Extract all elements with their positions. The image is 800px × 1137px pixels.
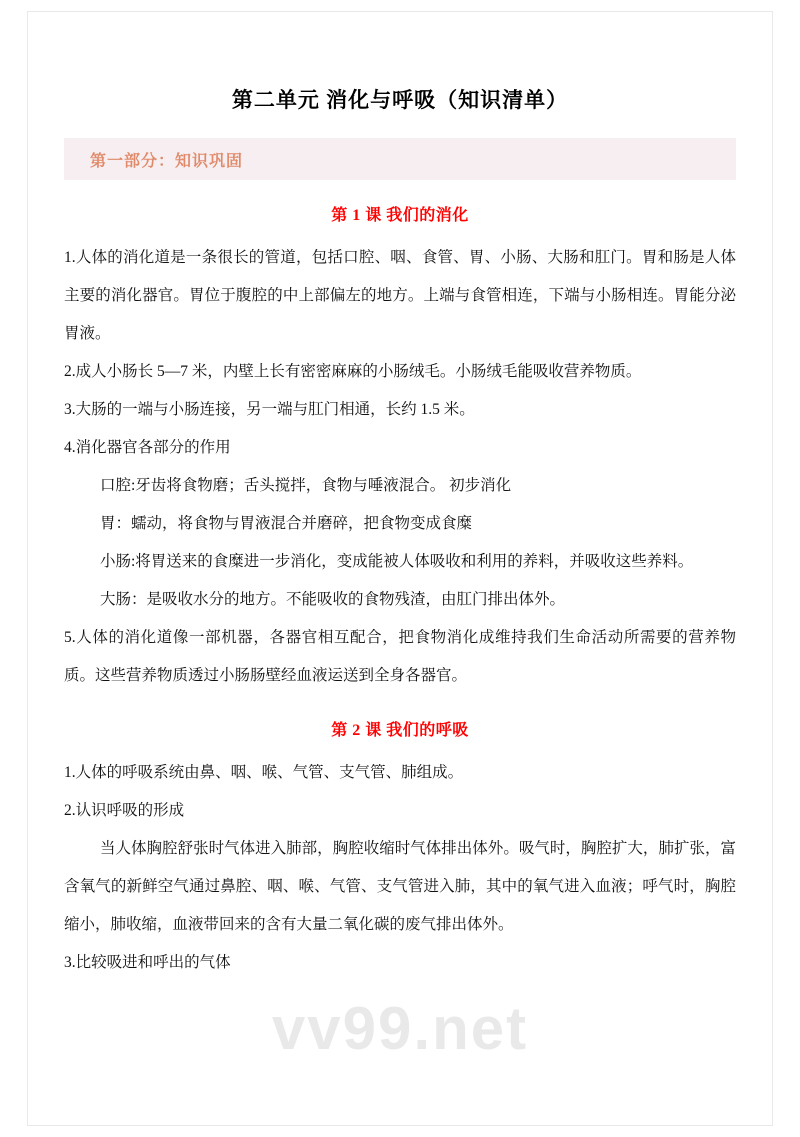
organ-item: 口腔:牙齿将食物磨；舌头搅拌，食物与唾液混合。 初步消化 bbox=[100, 477, 512, 494]
paragraph: 当人体胸腔舒张时气体进入肺部，胸腔收缩时气体排出体外。吸气时，胸腔扩大，肺扩张，富含氧气的新鲜空气通过鼻腔、咽、喉、气管、支气管进入肺，其中的氧气进入血液；呼气时，胸腔缩小，肺收缩，血液带回来的含有大量二氧化碳的废气排出体外。 bbox=[64, 840, 736, 933]
paragraph: 3.比较吸进和呼出的气体 bbox=[64, 954, 231, 971]
organ-item: 胃：蠕动，将食物与胃液混合并磨碎，把食物变成食糜 bbox=[100, 515, 473, 532]
section-banner bbox=[64, 138, 736, 180]
lesson-1-heading: 第 1 课 我们的消化 bbox=[331, 207, 469, 224]
page-title: 第二单元 消化与呼吸（知识清单） bbox=[231, 88, 569, 112]
paragraph: 3.大肠的一端与小肠连接，另一端与肛门相通，长约 1.5 米。 bbox=[64, 401, 475, 418]
organ-item: 小肠:将胃送来的食糜进一步消化，变成能被人体吸收和利用的养料，并吸收这些养料。 bbox=[100, 553, 694, 570]
watermark: vv99.net bbox=[271, 995, 529, 1062]
page-sheet bbox=[28, 12, 772, 1125]
paragraph: 5.人体的消化道像一部机器，各器官相互配合，把食物消化成维持我们生命活动所需要的营养物质。这些营养物质透过小肠肠壁经血液运送到全身各器官。 bbox=[64, 629, 736, 684]
document-content bbox=[28, 12, 772, 982]
paragraph: 4.消化器官各部分的作用 bbox=[64, 439, 231, 456]
paragraph: 2.认识呼吸的形成 bbox=[64, 802, 185, 819]
paragraph: 1.人体的呼吸系统由鼻、咽、喉、气管、支气管、肺组成。 bbox=[64, 764, 464, 781]
paragraph: 1.人体的消化道是一条很长的管道，包括口腔、咽、食管、胃、小肠、大肠和肛门。胃和肠是人体主要的消化器官。胃位于腹腔的中上部偏左的地方。上端与食管相连，下端与小肠相连。胃能分泌胃液。 bbox=[64, 249, 736, 342]
organ-item: 大肠：是吸收水分的地方。不能吸收的食物残渣，由肛门排出体外。 bbox=[100, 591, 566, 608]
lesson-2-heading: 第 2 课 我们的呼吸 bbox=[331, 722, 469, 739]
paragraph: 2.成人小肠长 5—7 米，内壁上长有密密麻麻的小肠绒毛。小肠绒毛能吸收营养物质。 bbox=[64, 363, 642, 380]
section-banner-label: 第一部分：知识巩固 bbox=[90, 152, 244, 170]
